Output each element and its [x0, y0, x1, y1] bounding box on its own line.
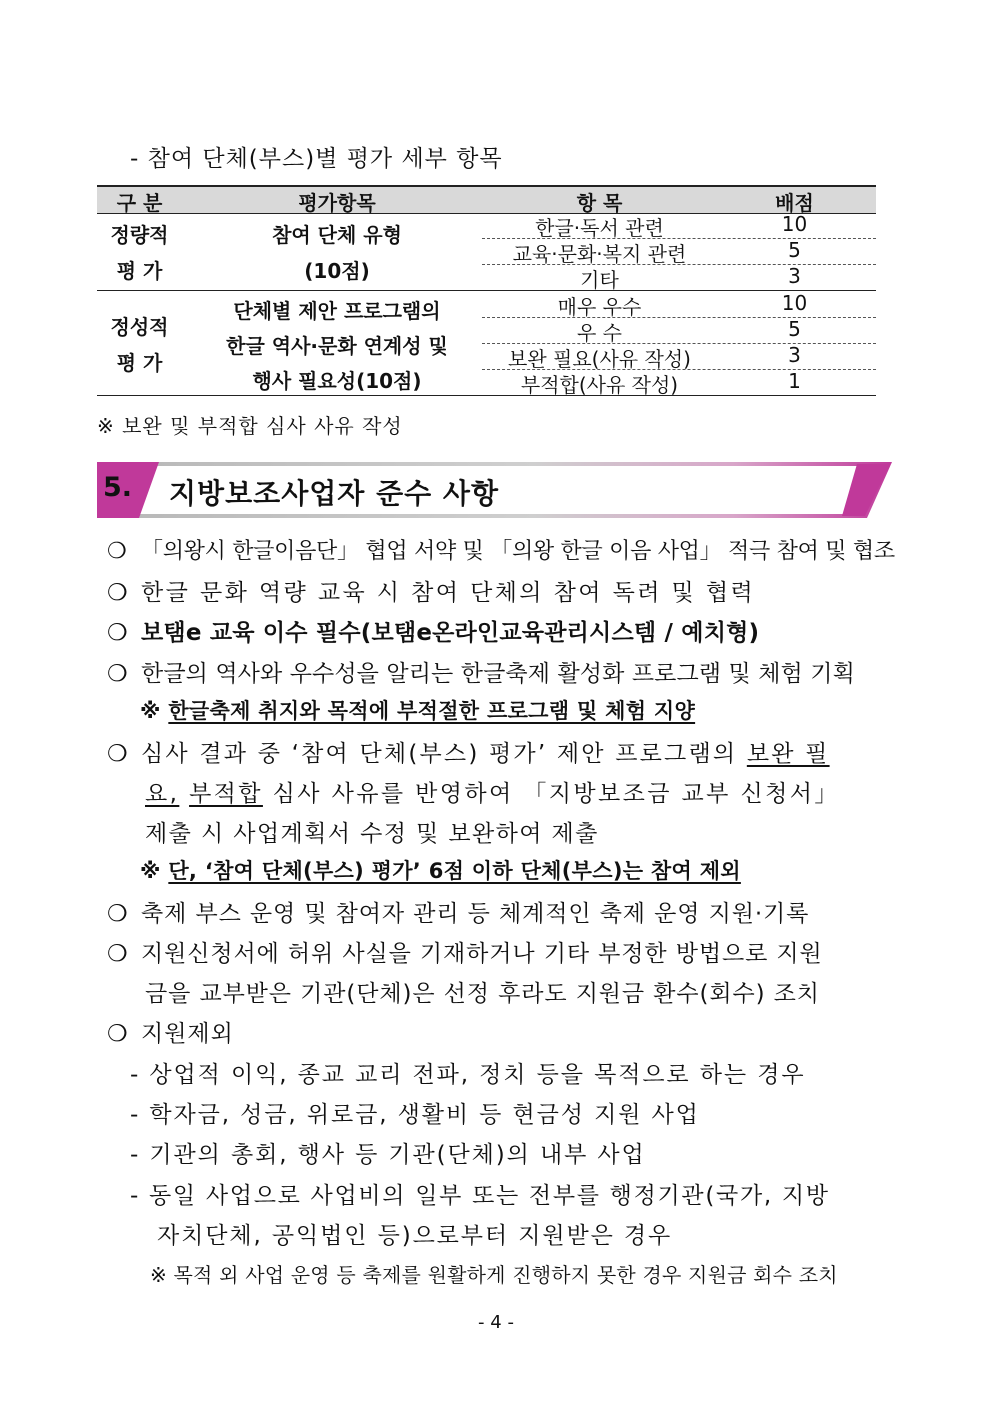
group2-criteria-line2: 한글 역사·문화 연계성 및 — [226, 334, 448, 358]
group2-item-3: 보완 필요(사유 작성) — [508, 347, 691, 371]
bullet-5-underlined-1: 보완 필 — [746, 741, 830, 767]
section-title: 지방보조사업자 준수 사항 — [169, 477, 500, 510]
group1-category-line2: 평 가 — [116, 259, 163, 283]
bullet-marker: ❍ — [107, 620, 128, 646]
bullet-item-7 — [107, 935, 823, 968]
bullet-text-8: 지원제외 — [141, 1021, 234, 1047]
bullet-marker: ❍ — [107, 539, 127, 564]
exclusion-item-4-line1: - 동일 사업으로 사업비의 일부 또는 전부를 행정기관(국가, 지방 — [130, 1183, 830, 1209]
bullet-marker: ❍ — [107, 941, 129, 967]
page-number: - 4 - — [478, 1312, 514, 1333]
note-mark: ※ — [140, 699, 161, 723]
bullet-4-note — [140, 695, 695, 725]
group1-score-3: 3 — [788, 264, 801, 288]
header-category: 구 분 — [116, 191, 163, 215]
evaluation-table — [97, 185, 876, 396]
bullet-item-1 — [107, 534, 895, 565]
exclusion-item-2: - 학자금, 성금, 위로금, 생활비 등 현금성 지원 사업 — [130, 1102, 700, 1128]
group2-category-line1: 정성적 — [110, 315, 169, 339]
bullet-5-note — [140, 855, 741, 885]
table-intro: - 참여 단체(부스)별 평가 세부 항목 — [130, 146, 503, 172]
header-score: 배점 — [775, 191, 814, 215]
bullet-text-2: 한글 문화 역량 교육 시 참여 단체의 참여 독려 및 협력 — [141, 580, 756, 606]
group1-category-line1: 정량적 — [110, 223, 169, 247]
bullet-marker: ❍ — [107, 741, 130, 767]
group2-score-4: 1 — [788, 369, 801, 393]
group2-item-4: 부적합(사유 작성) — [520, 373, 679, 397]
group2-score-3: 3 — [788, 343, 801, 367]
bullet-marker: ❍ — [107, 901, 129, 927]
bullet-text-3: 보탬e 교육 이수 필수(보탬e온라인교육관리시스템 / 예치형) — [141, 620, 760, 646]
bullet-7-line1: 지원신청서에 허위 사실을 기재하거나 기타 부정한 방법으로 지원 — [141, 941, 823, 967]
bullet-item-2 — [107, 574, 755, 607]
group2-score-1: 10 — [781, 291, 808, 315]
bullet-5-line1: 심사 결과 중 ‘참여 단체(부스) 평가’ 제안 프로그램의 — [141, 741, 738, 767]
bullet-marker: ❍ — [107, 661, 128, 687]
section-banner — [97, 462, 892, 518]
exclusion-item-3: - 기관의 총회, 행사 등 기관(단체)의 내부 사업 — [130, 1142, 646, 1168]
bullet-5-underlined-2: 요, — [145, 781, 180, 807]
bullet-marker: ❍ — [107, 580, 131, 606]
group1-item-3: 기타 — [580, 268, 619, 292]
bullet-5-underlined-3: 부적합 — [189, 781, 263, 807]
bullet-5-line2-rest: 심사 사유를 반영하여 「지방보조금 교부 신청서」 — [272, 781, 840, 807]
group1-item-1: 한글·독서 관련 — [535, 216, 664, 240]
group1-criteria-line1: 참여 단체 유형 — [272, 223, 402, 247]
bullet-5-line3: 제출 시 사업계획서 수정 및 보완하여 제출 — [145, 821, 599, 847]
header-items: 항 목 — [576, 191, 623, 215]
group2-item-2: 우 수 — [577, 321, 622, 345]
group1-score-1: 10 — [781, 212, 808, 236]
exclusion-item-4-line2: 자치단체, 공익법인 등)으로부터 지원받은 경우 — [157, 1223, 673, 1249]
bullet-text-1: 「의왕시 한글이음단」 협업 서약 및 「의왕 한글 이음 사업」 적극 참여 및 협조 — [141, 539, 895, 564]
bullet-4-note-text: 한글축제 취지와 목적에 부적절한 프로그램 및 체험 지양 — [168, 699, 696, 723]
group2-score-2: 5 — [788, 317, 801, 341]
group1-criteria-line2: (10점) — [304, 259, 370, 283]
final-note: ※ 목적 외 사업 운영 등 축제를 원활하게 진행하지 못한 경우 지원금 회수 조치 — [150, 1263, 838, 1287]
group1-score-2: 5 — [788, 238, 801, 262]
group1-item-2: 교육·문화·복지 관련 — [512, 242, 687, 266]
group2-category-line2: 평 가 — [116, 351, 163, 375]
bullet-text-6: 축제 부스 운영 및 참여자 관리 등 체계적인 축제 운영 지원·기록 — [141, 901, 810, 927]
bullet-item-4 — [107, 655, 855, 688]
bullet-5-line2 — [145, 775, 840, 808]
header-criteria: 평가항목 — [298, 191, 376, 215]
bullet-marker: ❍ — [107, 1021, 129, 1047]
bullet-item-5 — [107, 735, 830, 768]
group2-criteria-line3: 행사 필요성(10점) — [252, 369, 422, 393]
group2-item-1: 매우 우수 — [557, 295, 642, 319]
bullet-7-line2: 금을 교부받은 기관(단체)은 선정 후라도 지원금 환수(회수) 조치 — [145, 981, 820, 1007]
bullet-item-6 — [107, 895, 809, 928]
note-mark: ※ — [140, 859, 161, 883]
table-note: ※ 보완 및 부적합 심사 사유 작성 — [97, 414, 403, 438]
section-number: 5. — [103, 472, 133, 503]
bullet-item-3 — [107, 614, 759, 647]
bullet-5-note-text: 단, ‘참여 단체(부스) 평가’ 6점 이하 단체(부스)는 참여 제외 — [168, 859, 741, 883]
group2-criteria-line1: 단체별 제안 프로그램의 — [233, 299, 441, 323]
exclusion-item-1: - 상업적 이익, 종교 교리 전파, 정치 등을 목적으로 하는 경우 — [130, 1062, 806, 1088]
bullet-item-8 — [107, 1015, 234, 1048]
bullet-text-4: 한글의 역사와 우수성을 알리는 한글축제 활성화 프로그램 및 체험 기획 — [141, 661, 855, 687]
